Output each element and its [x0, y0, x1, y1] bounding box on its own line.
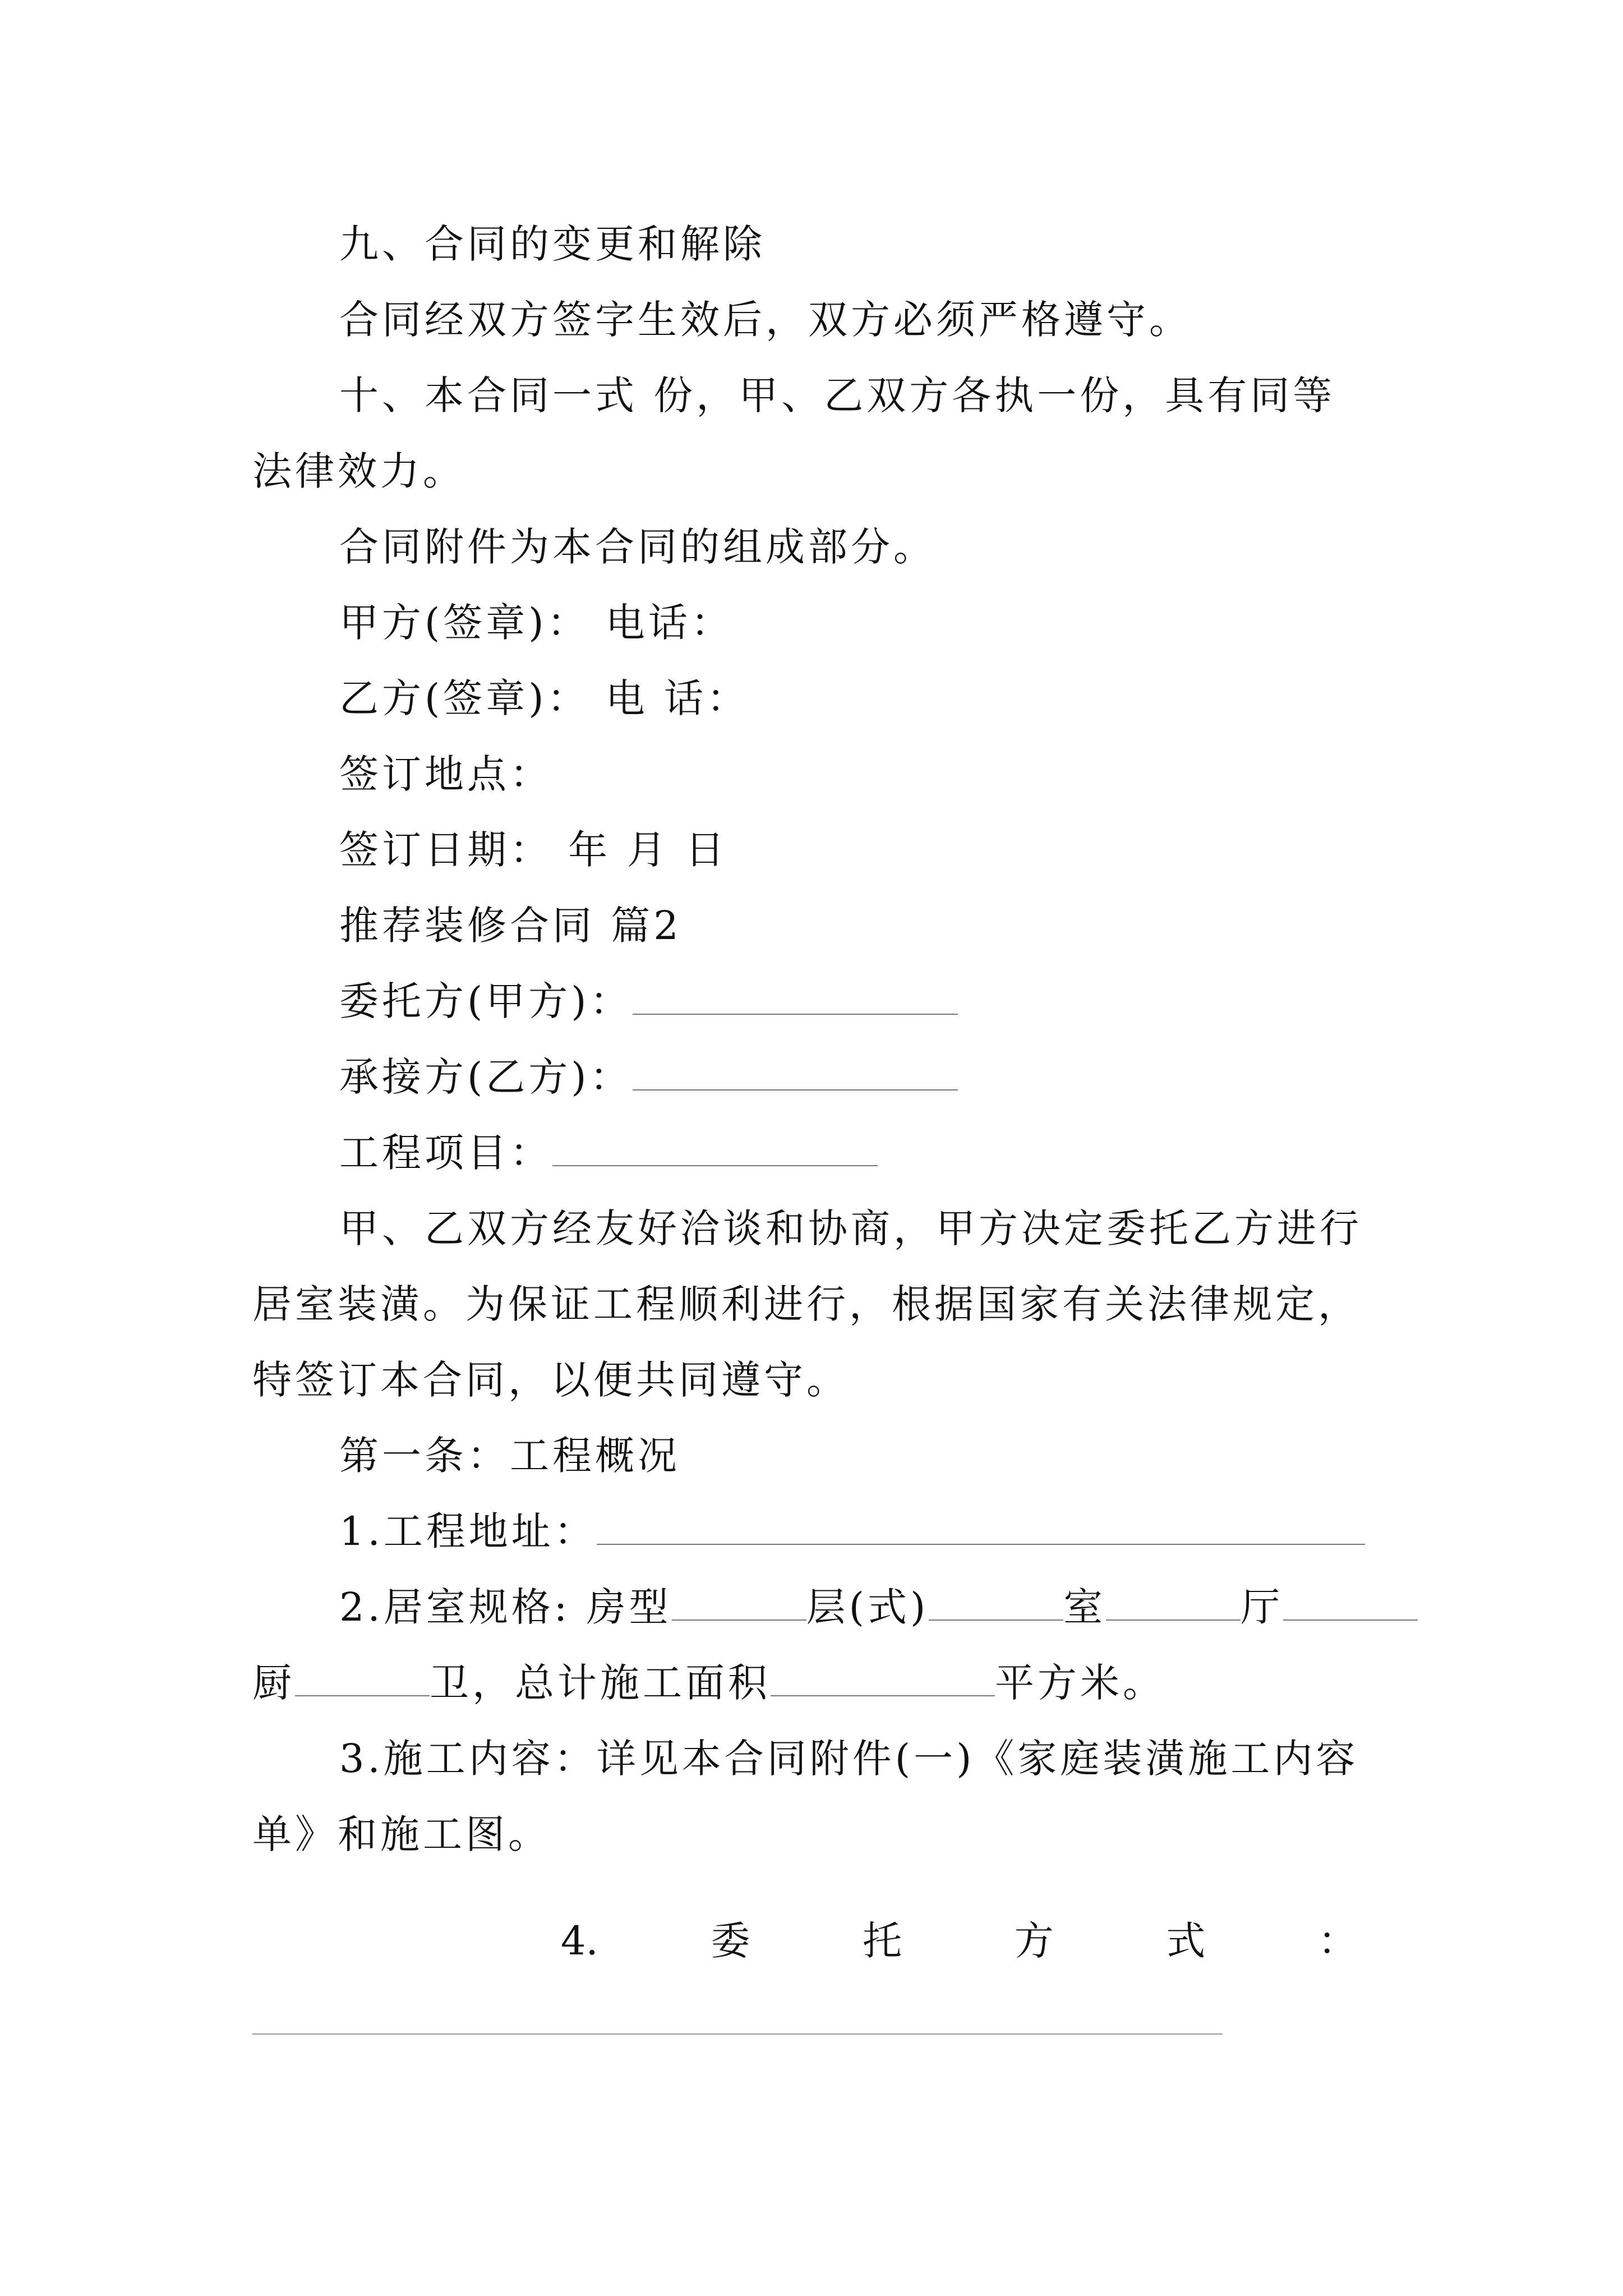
hall-blank	[1283, 1580, 1418, 1621]
room-spec-label: 2.居室规格:	[339, 1584, 571, 1630]
clause-9-heading: 九、合同的变更和解除	[339, 221, 766, 267]
client-label: 委托方(甲方)：	[339, 978, 633, 1024]
room-spec-line-2	[252, 1655, 1402, 1711]
intro-paragraph-2: 居室装潢。为保证工程顺利进行，根据国家有关法律规定，	[252, 1281, 1361, 1327]
floor-label: 层(式)	[806, 1584, 929, 1630]
contractor-blank	[633, 1050, 958, 1091]
commission-char-2: 托	[863, 1918, 902, 1964]
room-label: 室	[1063, 1584, 1106, 1630]
address-line	[339, 1503, 1489, 1559]
signing-place: 签订地点：	[339, 751, 552, 797]
room-blank	[1106, 1580, 1241, 1621]
commission-char-1: 委	[711, 1918, 750, 1964]
clause-10-text-cont: 法律效力。	[252, 448, 465, 494]
kitchen-blank	[295, 1656, 430, 1696]
room-type-label: 房型	[586, 1584, 672, 1630]
section-title: 推荐装修合同 篇2	[339, 903, 682, 949]
address-label: 1.工程地址：	[339, 1508, 597, 1554]
area-label: 卫，总计施工面积	[430, 1660, 771, 1706]
commission-colon: ：	[1318, 1918, 1357, 1964]
project-line	[339, 1125, 1489, 1181]
client-blank	[633, 974, 958, 1015]
commission-method-line	[561, 1913, 1357, 1969]
contractor-label: 承接方(乙方)：	[339, 1054, 633, 1100]
attachment-note: 合同附件为本合同的组成部分。	[339, 524, 936, 570]
area-unit: 平方米。	[995, 1660, 1165, 1706]
article-1-heading: 第一条：工程概况	[339, 1433, 680, 1479]
intro-paragraph-1: 甲、乙双方经友好洽谈和协商，甲方决定委托乙方进行	[339, 1205, 1362, 1251]
address-blank	[597, 1504, 1365, 1545]
client-line	[339, 973, 1489, 1029]
floor-blank	[929, 1580, 1063, 1621]
project-blank	[552, 1126, 878, 1166]
construction-content-1: 3.施工内容：详见本合同附件(一)《家庭装潢施工内容	[339, 1736, 1359, 1782]
commission-char-4: 式	[1166, 1918, 1206, 1964]
contractor-line	[339, 1049, 1489, 1105]
commission-blank	[252, 2033, 1223, 2035]
clause-10-text: 十、本合同一式 份，甲、乙双方各执一份，具有同等	[339, 372, 1336, 418]
clause-9-text: 合同经双方签字生效后，双方必须严格遵守。	[339, 297, 1192, 343]
hall-label: 厅	[1241, 1584, 1284, 1630]
area-blank	[771, 1656, 995, 1696]
kitchen-label: 厨	[252, 1660, 295, 1706]
intro-paragraph-3: 特签订本合同，以便共同遵守。	[252, 1357, 849, 1403]
signing-date: 签订日期： 年 月 日	[339, 827, 728, 873]
construction-content-2: 单》和施工图。	[252, 1811, 551, 1857]
party-a-signature: 甲方(签章)： 电话：	[339, 600, 734, 646]
project-label: 工程项目：	[339, 1130, 552, 1176]
party-b-signature: 乙方(签章)： 电 话：	[339, 675, 750, 721]
commission-num: 4.	[561, 1918, 598, 1964]
room-type-blank	[672, 1580, 806, 1621]
commission-char-3: 方	[1014, 1918, 1054, 1964]
room-spec-line	[339, 1579, 1489, 1635]
